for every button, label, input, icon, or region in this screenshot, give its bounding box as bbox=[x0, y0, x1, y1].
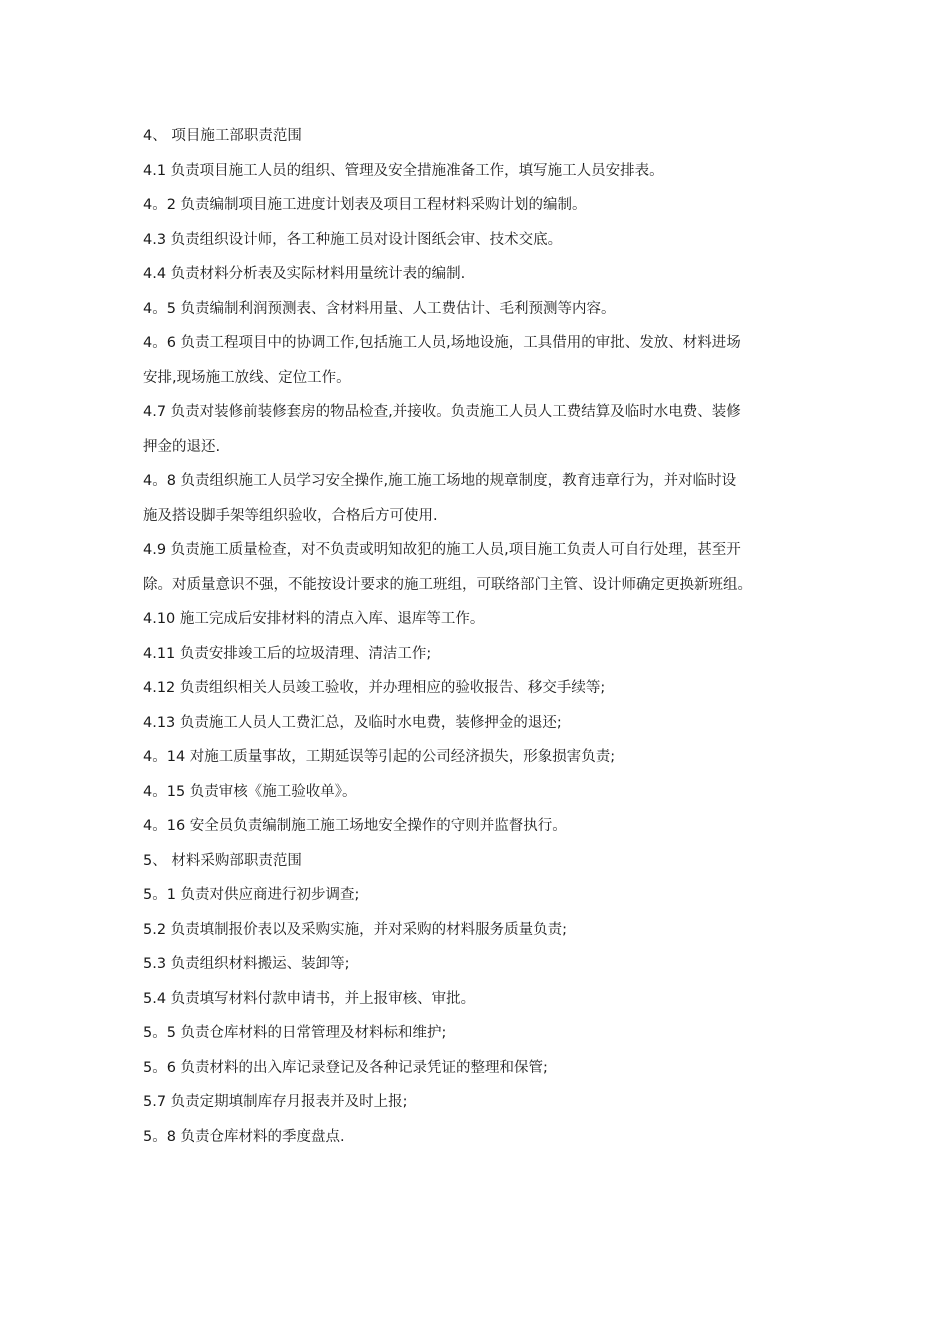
paragraph-line: 除。对质量意识不强，不能按设计要求的施工班组，可联络部门主管、设计师确定更换新班组。 bbox=[143, 576, 752, 593]
paragraph-line: 4。14 对施工质量事故，工期延误等引起的公司经济损失，形象损害负责; bbox=[143, 749, 616, 765]
paragraph-line: 4.11 负责安排竣工后的垃圾清理、清洁工作; bbox=[143, 645, 432, 662]
paragraph-line: 4。6 负责工程项目中的协调工作,包括施工人员,场地设施，工具借用的审批、发放、材料进场 bbox=[143, 335, 741, 351]
paragraph-line: 5。8 负责仓库材料的季度盘点. bbox=[143, 1128, 345, 1145]
paragraph-line: 施及搭设脚手架等组织验收，合格后方可使用. bbox=[143, 507, 438, 524]
paragraph-line: 4。5 负责编制利润预测表、含材料用量、人工费估计、毛利预测等内容。 bbox=[143, 300, 616, 317]
paragraph-line: 5。5 负责仓库材料的日常管理及材料标和维护; bbox=[143, 1025, 447, 1041]
paragraph-line: 安排,现场施工放线、定位工作。 bbox=[143, 369, 351, 386]
paragraph-line: 4。15 负责审核《施工验收单》。 bbox=[143, 783, 357, 800]
paragraph-line: 押金的退还. bbox=[143, 438, 221, 455]
paragraph-line: 4.4 负责材料分析表及实际材料用量统计表的编制. bbox=[143, 266, 466, 282]
paragraph-line: 4.10 施工完成后安排材料的清点入库、退库等工作。 bbox=[143, 611, 485, 627]
paragraph-line: 5.2 负责填制报价表以及采购实施，并对采购的材料服务质量负责; bbox=[143, 921, 568, 938]
section-heading-4: 4、 项目施工部职责范围 bbox=[143, 128, 302, 144]
paragraph-line: 4.1 负责项目施工人员的组织、管理及安全措施准备工作，填写施工人员安排表。 bbox=[143, 162, 664, 179]
paragraph-line: 4.13 负责施工人员人工费汇总，及临时水电费，装修押金的退还; bbox=[143, 714, 562, 731]
paragraph-line: 5。6 负责材料的出入库记录登记及各种记录凭证的整理和保管; bbox=[143, 1059, 548, 1076]
paragraph-line: 5。1 负责对供应商进行初步调查; bbox=[143, 887, 360, 903]
paragraph-line: 4.12 负责组织相关人员竣工验收，并办理相应的验收报告、移交手续等; bbox=[143, 680, 606, 696]
paragraph-line: 4.7 负责对装修前装修套房的物品检查,并接收。负责施工人员人工费结算及临时水电费、装修 bbox=[143, 404, 741, 420]
paragraph-line: 4.3 负责组织设计师，各工种施工员对设计图纸会审、技术交底。 bbox=[143, 231, 563, 248]
paragraph-line: 5.7 负责定期填制库存月报表并及时上报; bbox=[143, 1094, 408, 1110]
paragraph-line: 5.3 负责组织材料搬运、装卸等; bbox=[143, 956, 350, 972]
paragraph-line: 4。8 负责组织施工人员学习安全操作,施工施工场地的规章制度，教育违章行为，并对临时设 bbox=[143, 473, 737, 489]
paragraph-line: 5.4 负责填写材料付款申请书，并上报审核、审批。 bbox=[143, 990, 476, 1007]
paragraph-line: 4。16 安全员负责编制施工施工场地安全操作的守则并监督执行。 bbox=[143, 818, 567, 834]
paragraph-line: 4.9 负责施工质量检查，对不负责或明知故犯的施工人员,项目施工负责人可自行处理，甚至开 bbox=[143, 542, 741, 558]
section-heading-5: 5、 材料采购部职责范围 bbox=[143, 852, 302, 869]
document-page bbox=[143, 124, 815, 1159]
paragraph-line: 4。2 负责编制项目施工进度计划表及项目工程材料采购计划的编制。 bbox=[143, 197, 587, 213]
